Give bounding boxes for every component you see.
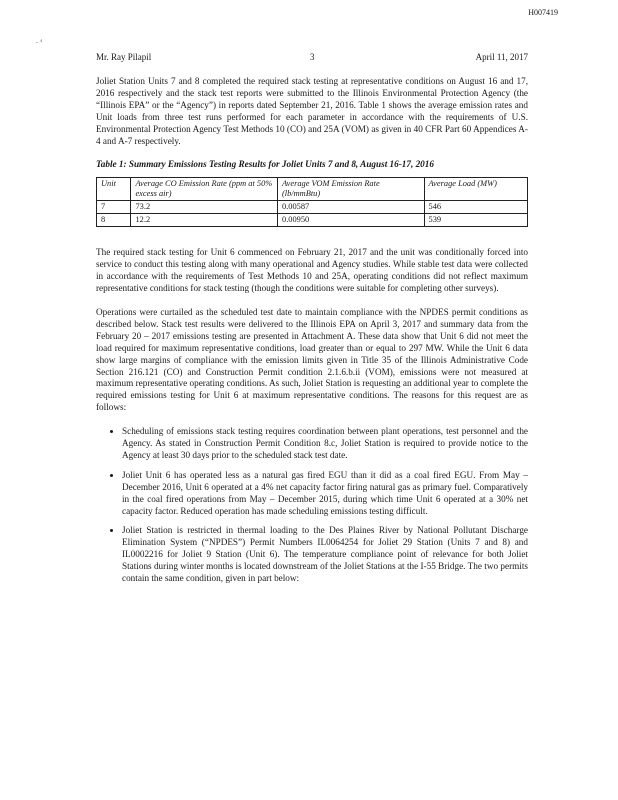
list-item: • Joliet Unit 6 has operated less as a natural gas fired EGU than it did as a coal fired EGU. From May – December 2016, Unit 6 operated at a 4% net capacity factor firing natural gas as primary fuel. Comparatively in the coal fired operations from May – December 2015, during which time Unit 6 operated at a 30% net capacity factor. Reduced operation has made scheduling emissions testing difficult. [122,470,528,518]
table-header-row [97,178,528,201]
cell-vom: 0.00587 [278,201,425,214]
cell-vom: 0.00950 [278,214,425,227]
cell-load: 539 [424,214,527,227]
cell-co: 73.2 [131,201,278,214]
emissions-table [96,177,528,227]
table-caption: Table 1: Summary Emissions Testing Results for Joliet Units 7 and 8, August 16-17, 2016 [96,159,434,170]
col-load: Average Load (MW) [424,178,527,201]
cell-unit: 8 [97,214,131,227]
list-item: • Joliet Station is restricted in thermal loading to the Des Plaines River by National Pollutant Discharge Elimination System (“NPDES”) Permit Numbers IL0064254 for Joliet 29 Station (Units 7 and 8) and IL0002216 for Joliet 9 Station (Unit 6). The temperature compliance point of relevance for both Joliet Stations during winter months is located downstream of the Joliet Stations at the I-55 Bridge. The two permits contain the same condition, given in part below: [122,525,528,585]
table-row [97,201,528,214]
paragraph-2: The required stack testing for Unit 6 commenced on February 21, 2017 and the unit was conditionally forced into service to conduct this testing along with many operational and Agency studies. While stable test data were collected in accordance with the requirements of Test Methods 10 and 25A, operating conditions did not reflect maximum representative conditions for stack testing (though the conditions were suitable for completing other surveys). [96,247,528,294]
paragraph-3: Operations were curtailed as the scheduled test date to maintain compliance with the NPDES permit conditions as described below. Stack test results were delivered to the Illinois EPA on April 3, 2017 and summary data from the February 20 – 2017 emissions testing are presented in Attachment A. These data show that Unit 6 did not meet the load required for maximum representative conditions, load greater than or equal to 297 MW. While the Unit 6 data show large margins of compliance with the emission limits given in Title 35 of the Illinois Administrative Code Section 216.121 (CO) and Construction Permit condition 2.1.6.b.ii (VOM), emissions were not measured at maximum representative operating conditions. As such, Joliet Station is requesting an additional year to complete the required emissions testing for Unit 6 at maximum representative conditions. The reasons for this request are as follows: [96,306,528,413]
cell-co: 12.2 [131,214,278,227]
header-page-number: 3 [310,52,315,62]
scan-marks: . ‹ [36,36,43,45]
letter-body [96,76,528,593]
cell-unit: 7 [97,201,131,214]
paragraph-1: Joliet Station Units 7 and 8 completed the required stack testing at representative conditions on August 16 and 17, 2016 respectively and the stack test reports were submitted to the Illinois Environmental Protection Agency (the “Illinois EPA” or the “Agency”) in reports dated September 21, 2016. Table 1 shows the average emission rates and Unit loads from three test runs performed for each parameter in accordance with the requirements of U.S. Environmental Protection Agency Test Methods 10 (CO) and 25A (VOM) as given in 40 CFR Part 60 Appendices A-4 and A-7 respectively. [96,76,528,146]
table-row [97,214,528,227]
col-co: Average CO Emission Rate (ppm at 50% excess air) [131,178,278,201]
col-unit: Unit [97,178,131,201]
reasons-list [96,426,528,585]
bates-number: H007419 [528,8,558,17]
cell-load: 546 [424,201,527,214]
header-date: April 11, 2017 [475,52,528,62]
header-recipient: Mr. Ray Pilapil [96,52,152,62]
col-vom: Average VOM Emission Rate (lb/mmBtu) [278,178,425,201]
list-item: • Scheduling of emissions stack testing requires coordination between plant operations, test personnel and the Agency. As stated in Construction Permit Condition 8.c, Joliet Station is required to provide notice to the Agency at least 30 days prior to the scheduled stack test date. [122,426,528,462]
